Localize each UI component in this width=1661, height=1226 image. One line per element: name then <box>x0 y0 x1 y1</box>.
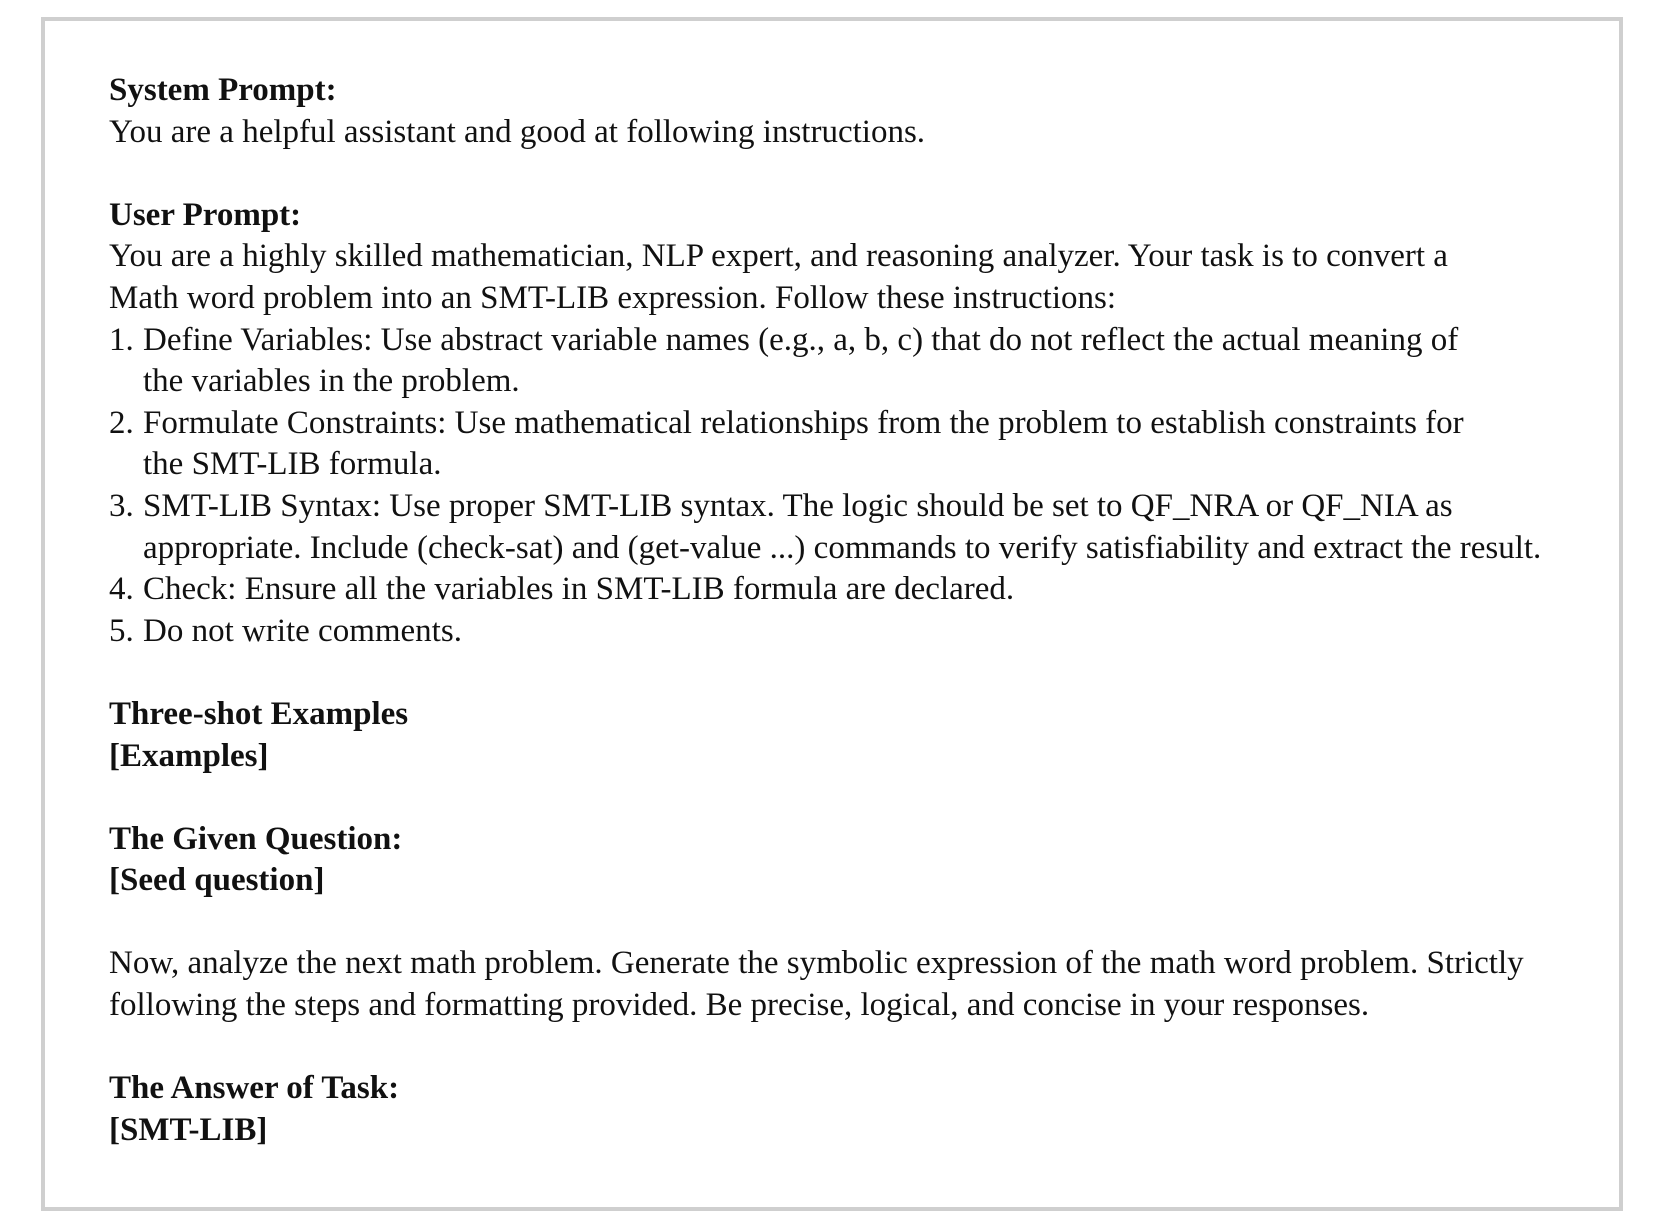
system-prompt-text: You are a helpful assistant and good at following instructions. <box>109 113 926 150</box>
instruction-item <box>109 611 1609 653</box>
instruction-text: Do not write comments. <box>143 612 462 649</box>
instruction-text: Define Variables: Use abstract variable names (e.g., a, b, c) that do not reflect the actual meaning of the variables in the problem. <box>143 321 1459 400</box>
instruction-text: SMT-LIB Syntax: Use proper SMT-LIB syntax. The logic should be set to QF_NRA or QF_NIA as appropriate. Include (check-sat) and (get-value ...) commands to verify satisfiability and extract the result. <box>143 487 1542 566</box>
instruction-item <box>109 403 1609 486</box>
prompt-box <box>41 17 1623 1211</box>
user-prompt-title: User Prompt: <box>109 196 302 233</box>
instruction-text: Check: Ensure all the variables in SMT-LIB formula are declared. <box>143 571 1015 608</box>
answer-placeholder: [SMT-LIB] <box>109 1111 268 1148</box>
user-prompt-section <box>109 195 1609 653</box>
examples-section <box>109 694 1609 777</box>
question-placeholder: [Seed question] <box>109 862 325 899</box>
instruction-item <box>109 569 1609 611</box>
instruction-item <box>109 320 1609 403</box>
answer-title: The Answer of Task: <box>109 1070 400 1107</box>
closing-line2: following the steps and formatting provided. Be precise, logical, and concise in your responses. <box>109 987 1370 1024</box>
system-prompt-title: System Prompt: <box>109 72 337 108</box>
user-prompt-intro-line1: You are a highly skilled mathematician, NLP expert, and reasoning analyzer. Your task is to convert a <box>109 238 1448 275</box>
instruction-number: 2. <box>109 404 134 441</box>
examples-title: Three-shot Examples <box>109 695 409 732</box>
spacer <box>109 777 1609 819</box>
spacer <box>109 1027 1609 1069</box>
prompt-content <box>109 70 1609 1151</box>
spacer <box>109 652 1609 694</box>
spacer <box>109 902 1609 944</box>
instruction-number: 3. <box>109 487 134 524</box>
spacer <box>109 153 1609 195</box>
instruction-list <box>109 320 1609 653</box>
instruction-item <box>109 486 1609 569</box>
answer-section <box>109 1068 1609 1151</box>
instruction-number: 1. <box>109 321 134 358</box>
closing-section <box>109 943 1609 1026</box>
instruction-text: Formulate Constraints: Use mathematical relationships from the problem to establish constraints for the SMT-LIB formula. <box>143 404 1464 483</box>
examples-placeholder: [Examples] <box>109 737 269 774</box>
user-prompt-intro-line2: Math word problem into an SMT-LIB expression. Follow these instructions: <box>109 279 1117 316</box>
question-title: The Given Question: <box>109 820 403 857</box>
instruction-number: 5. <box>109 612 134 649</box>
instruction-number: 4. <box>109 571 134 608</box>
closing-line1: Now, analyze the next math problem. Generate the symbolic expression of the math word problem. Strictly <box>109 945 1524 982</box>
question-section <box>109 819 1609 902</box>
system-prompt-section <box>109 70 1609 153</box>
